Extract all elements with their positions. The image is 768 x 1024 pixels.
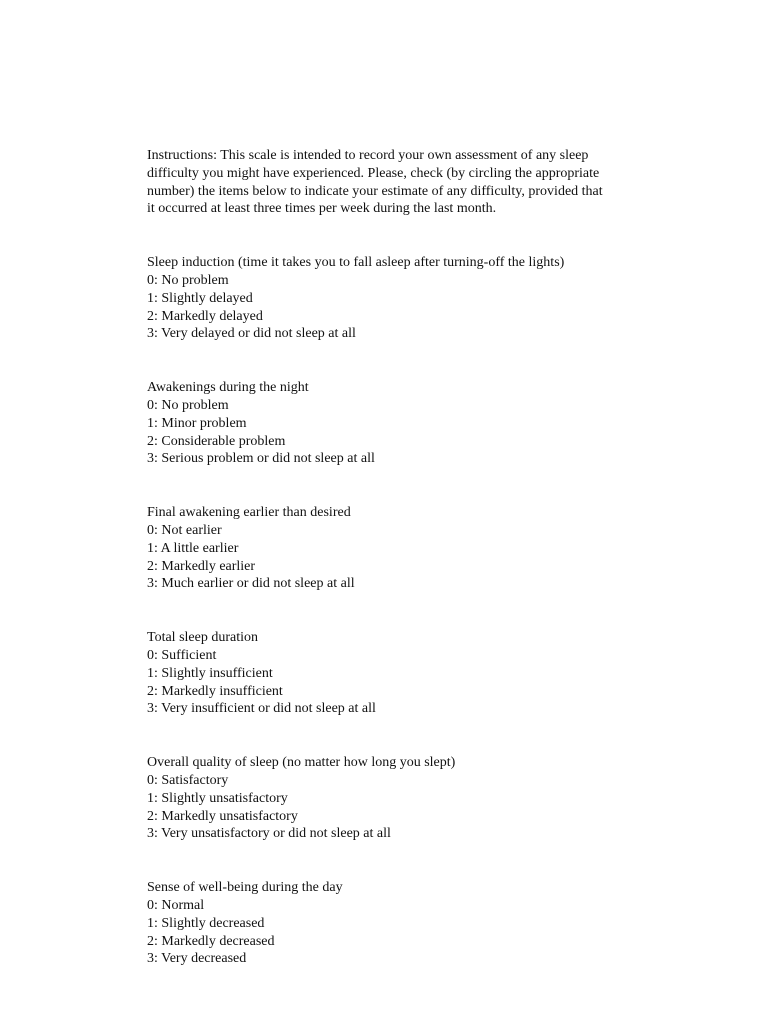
spacer bbox=[147, 593, 667, 629]
option-1: 1: Slightly delayed bbox=[147, 290, 253, 306]
option-1: 1: Slightly insufficient bbox=[147, 665, 273, 681]
item-title: Awakenings during the night bbox=[147, 380, 309, 396]
scale-item-sleep-quality bbox=[147, 754, 667, 843]
spacer bbox=[147, 718, 667, 754]
spacer bbox=[147, 218, 667, 254]
instructions-text: Instructions: This scale is intended to record your own assessment of any sleep difficulty you might have experienced. Please, check (by circling the appropriate number) the items below to indicate your estimate of any difficulty, provided that it occurred at least three times per week during the last month. bbox=[147, 148, 603, 217]
option-0: 0: Not earlier bbox=[147, 522, 222, 538]
option-1: 1: A little earlier bbox=[147, 540, 239, 556]
option-2: 2: Markedly decreased bbox=[147, 933, 275, 949]
item-title: Overall quality of sleep (no matter how long you slept) bbox=[147, 755, 456, 771]
option-2: 2: Markedly earlier bbox=[147, 558, 256, 574]
spacer bbox=[147, 468, 667, 504]
option-2: 2: Markedly delayed bbox=[147, 308, 263, 324]
item-title: Sleep induction (time it takes you to fall asleep after turning-off the lights) bbox=[147, 255, 565, 271]
option-0: 0: Satisfactory bbox=[147, 772, 229, 788]
option-0: 0: No problem bbox=[147, 272, 229, 288]
option-1: 1: Minor problem bbox=[147, 415, 247, 431]
option-2: 2: Markedly insufficient bbox=[147, 683, 283, 699]
scale-item-daytime-well-being bbox=[147, 879, 667, 968]
option-3: 3: Very delayed or did not sleep at all bbox=[147, 326, 356, 342]
spacer bbox=[147, 843, 667, 879]
option-3: 3: Serious problem or did not sleep at all bbox=[147, 451, 375, 467]
option-1: 1: Slightly unsatisfactory bbox=[147, 790, 288, 806]
option-0: 0: No problem bbox=[147, 397, 229, 413]
option-3: 3: Much earlier or did not sleep at all bbox=[147, 576, 355, 592]
item-title: Final awakening earlier than desired bbox=[147, 505, 351, 521]
option-3: 3: Very insufficient or did not sleep at all bbox=[147, 701, 376, 717]
item-title: Total sleep duration bbox=[147, 630, 258, 646]
option-3: 3: Very decreased bbox=[147, 951, 247, 967]
scale-item-total-sleep-duration bbox=[147, 629, 667, 718]
option-3: 3: Very unsatisfactory or did not sleep at all bbox=[147, 826, 391, 842]
item-title: Sense of well-being during the day bbox=[147, 880, 343, 896]
scale-item-final-awakening bbox=[147, 504, 667, 593]
option-2: 2: Considerable problem bbox=[147, 433, 286, 449]
option-0: 0: Sufficient bbox=[147, 647, 217, 663]
option-1: 1: Slightly decreased bbox=[147, 915, 265, 931]
scale-item-sleep-induction bbox=[147, 254, 667, 343]
document-page bbox=[147, 147, 667, 968]
scale-item-night-awakenings bbox=[147, 379, 667, 468]
option-0: 0: Normal bbox=[147, 897, 205, 913]
spacer bbox=[147, 343, 667, 379]
option-2: 2: Markedly unsatisfactory bbox=[147, 808, 298, 824]
